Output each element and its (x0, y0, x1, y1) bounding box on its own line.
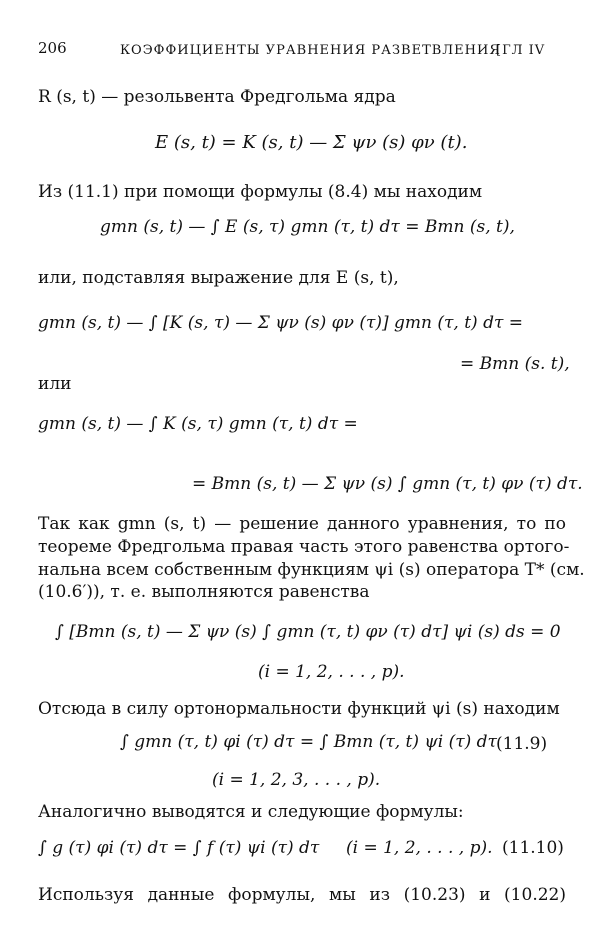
equation-gmn-E: gmn (s, t) — ∫ E (s, τ) gmn (τ, t) dτ = Bmn (s, t), (100, 217, 515, 237)
equation-number-11-10: (11.10) (502, 838, 564, 858)
page-number: 206 (38, 39, 67, 57)
text-line-from-11-1: Из (11.1) при помощи формулы (8.4) мы находим (38, 182, 483, 202)
equation-11-9: ∫ gmn (τ, t) φi (τ) dτ = ∫ Bmn (τ, t) ψi (τ) dτ (120, 732, 497, 752)
equation-11-10-condition: (i = 1, 2, . . . , p). (346, 838, 493, 858)
equation-orthogonality-index: (i = 1, 2, . . . , p). (258, 662, 405, 682)
paragraph-line-3: нальна всем собственным функциям ψi (s) оператора T* (см. (38, 560, 585, 580)
equation-gmn-K-right: = Bmn (s, t) — Σ ψν (s) ∫ gmn (τ, t) φν (τ) dτ. (192, 474, 583, 494)
paragraph-line-4: (10.6′)), т. е. выполняются равенства (38, 582, 370, 602)
chapter-label: [ГЛ IV (496, 43, 546, 58)
equation-number-11-9: (11.9) (496, 734, 548, 754)
equation-gmn-K-sum-left: gmn (s, t) — ∫ [K (s, τ) — Σ ψν (s) φν (τ)] gmn (τ, t) dτ = (38, 313, 524, 333)
equation-11-9-index: (i = 1, 2, 3, . . . , p). (212, 770, 381, 790)
text-line-or: или (38, 374, 72, 394)
equation-orthogonality: ∫ [Bmn (s, t) — Σ ψν (s) ∫ gmn (τ, t) φν (τ) dτ] ψi (s) ds = 0 (55, 622, 561, 642)
paragraph-line-2: теореме Фредгольма правая часть этого равенства ортого- (38, 537, 570, 557)
running-title: КОЭФФИЦИЕНТЫ УРАВНЕНИЯ РАЗВЕТВЛЕНИЯ (120, 43, 501, 58)
equation-gmn-K-left: gmn (s, t) — ∫ K (s, τ) gmn (τ, t) dτ = (38, 414, 358, 434)
text-line-using: Используя данные формулы, мы из (10.23) и (10.22) (38, 885, 566, 905)
equation-gmn-K-sum-right: = Bmn (s. t), (460, 354, 570, 374)
text-line-hence: Отсюда в силу ортонормальности функций ψi (s) находим (38, 699, 560, 719)
paragraph-line-1: Так как gmn (s, t) — решение данного уравнения, то по (38, 514, 566, 534)
text-line-substituting: или, подставляя выражение для E (s, t), (38, 268, 399, 288)
text-line-resolvent: R (s, t) — резольвента Фредгольма ядра (38, 87, 396, 107)
equation-resolvent-kernel: E (s, t) = K (s, t) — Σ ψν (s) φν (t). (155, 132, 468, 153)
text-line-similarly: Аналогично выводятся и следующие формулы: (38, 802, 464, 822)
equation-11-10: ∫ g (τ) φi (τ) dτ = ∫ f (τ) ψi (τ) dτ (38, 838, 320, 858)
